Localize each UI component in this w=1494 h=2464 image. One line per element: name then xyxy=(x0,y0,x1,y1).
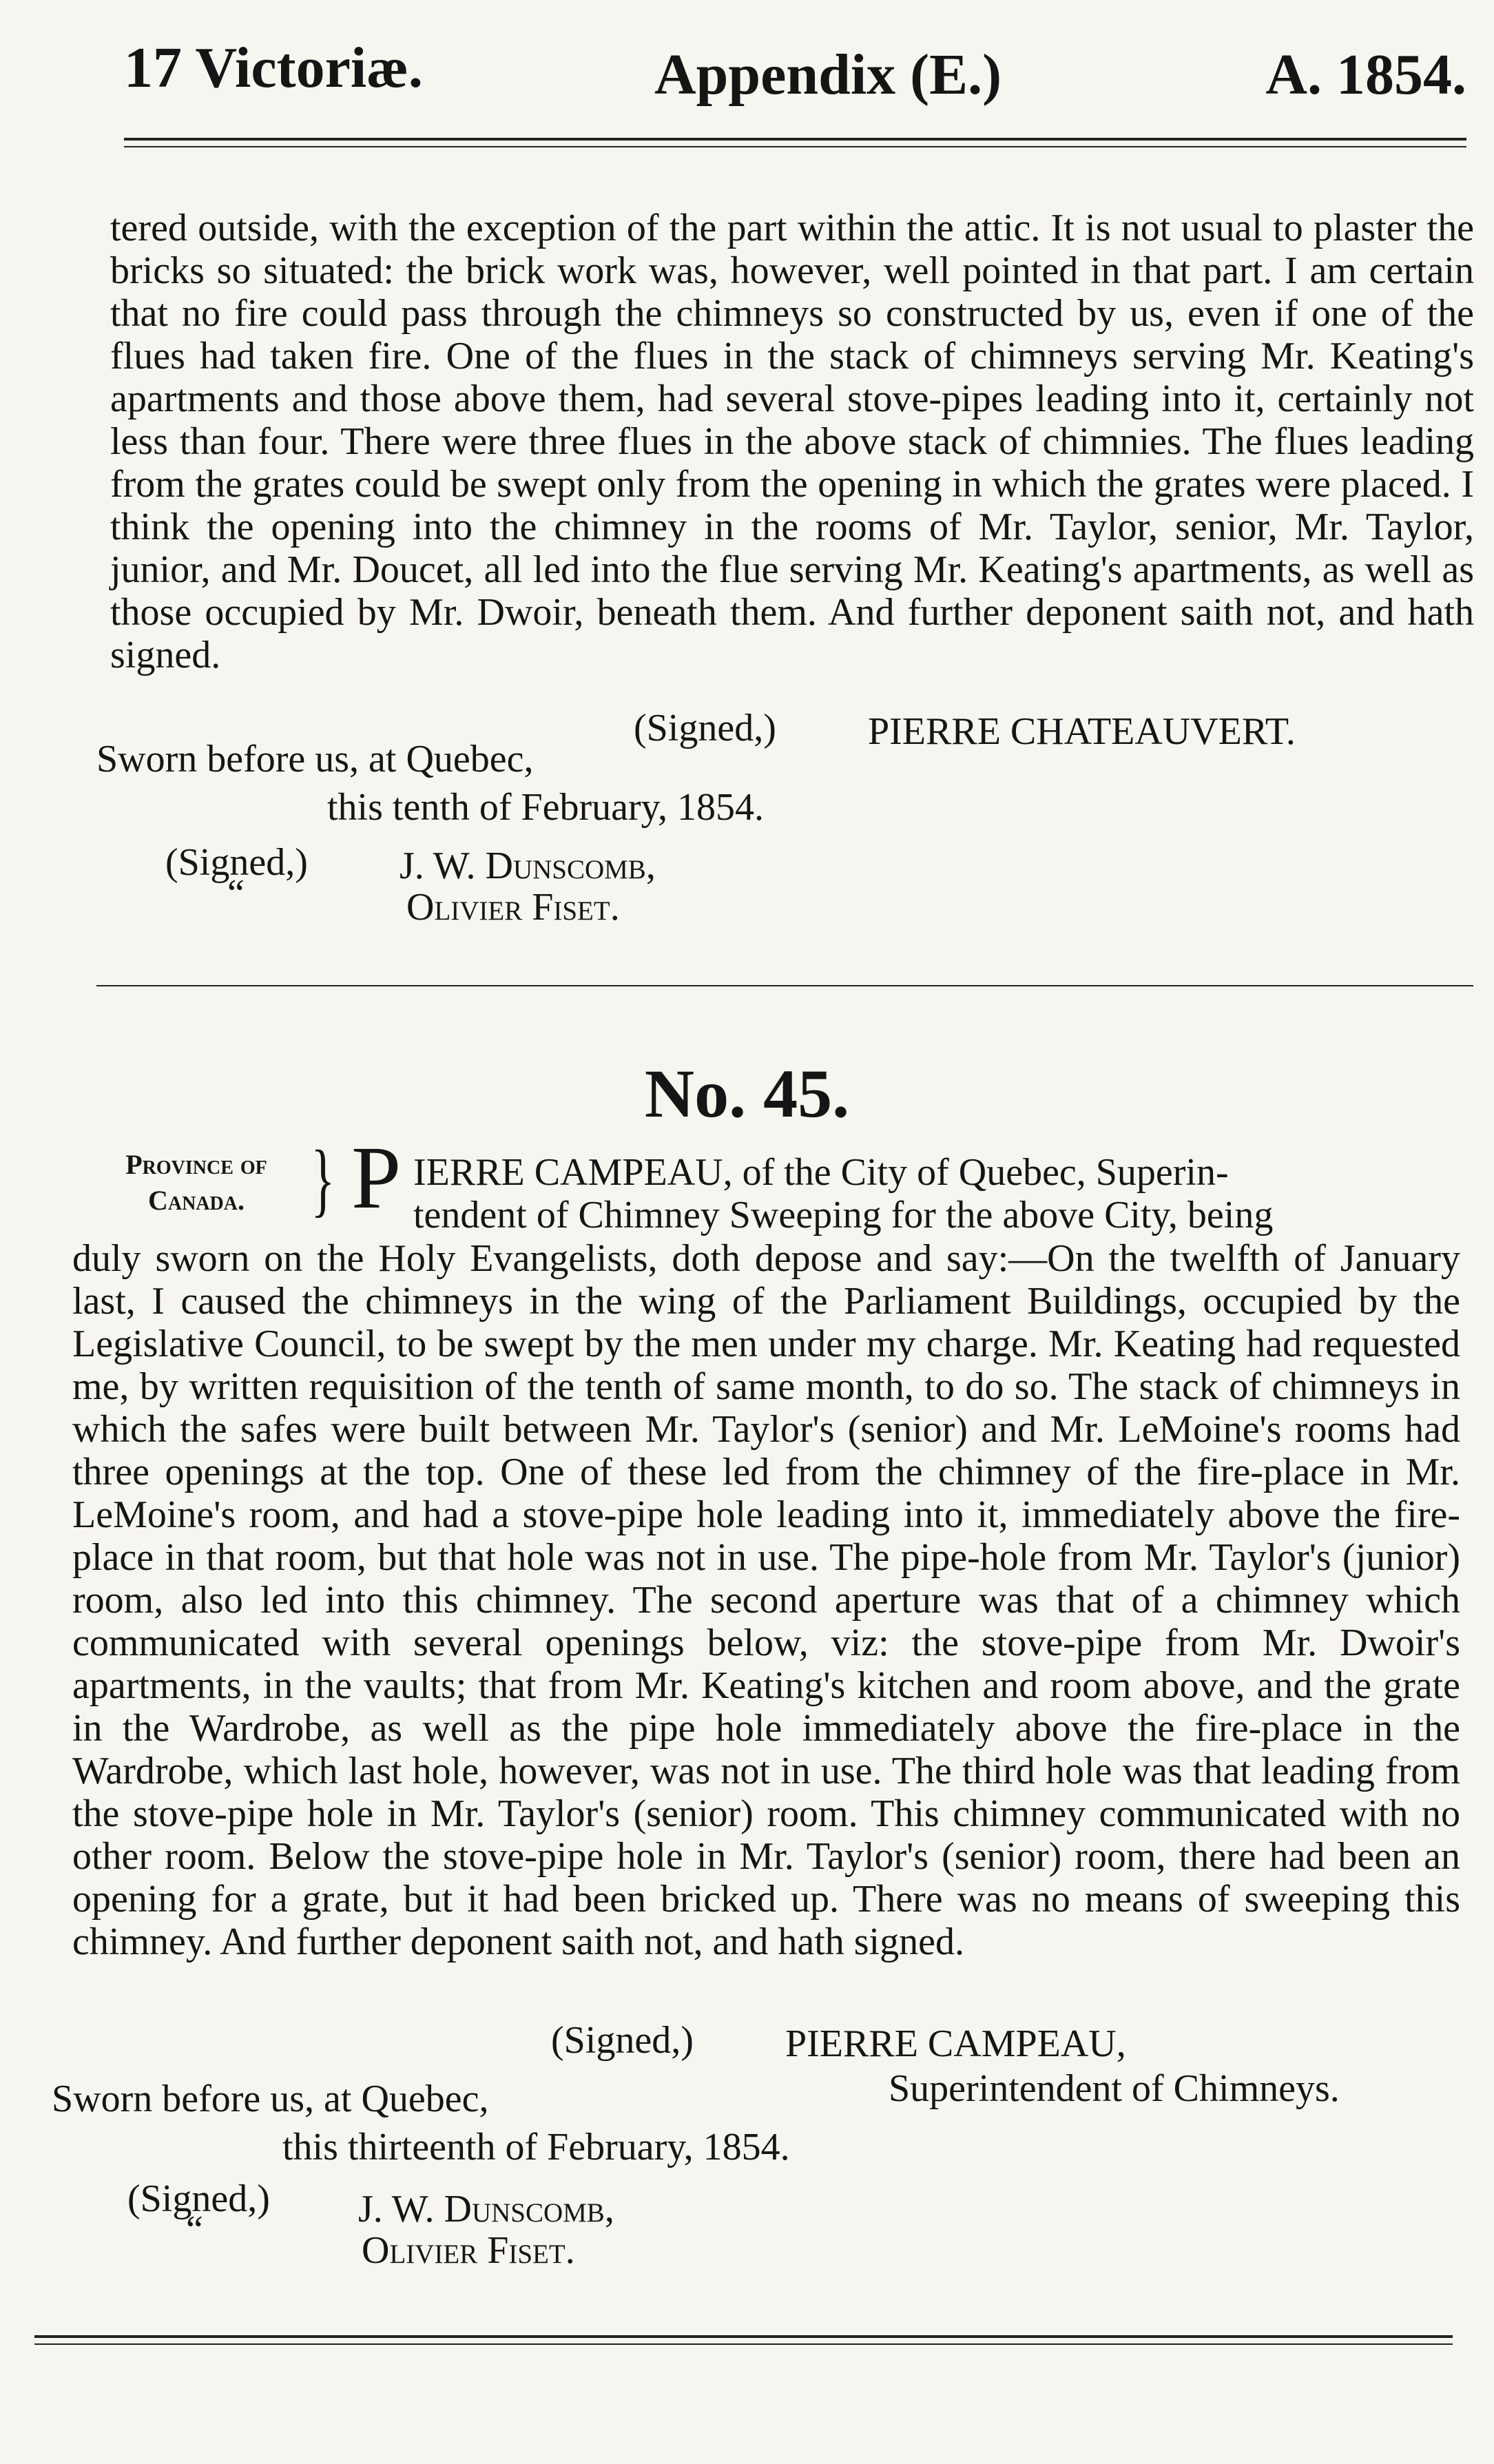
footer-rule-top xyxy=(34,2335,1453,2338)
province-line-1: Province of xyxy=(125,1149,267,1180)
province-line-2: Canada. xyxy=(148,1185,245,1216)
section-witness-2: Olivier Fiset. xyxy=(362,2229,575,2272)
witness-2: Olivier Fiset. xyxy=(406,886,620,929)
deposition-body-text: duly sworn on the Holy Evangelists, doth depose and say:—On the twelfth of January last, I caused the chimneys in the wing of the Parliament Buildings, occupied by the Legislative Council, to be swept by the men under my charge. Mr. Keating had requested me, by written requisition of the tenth of same month, to do so. The stack of chimneys in which the safes were built between Mr. Taylor's (senior) and Mr. LeMoine's rooms had three openings at the top. One of these led from the chimney of the fire-place in Mr. LeMoine's room, and had a stove-pipe hole leading into it, immediately above the fire-place in that room, but that hole was not in use. The pipe-hole from Mr. Taylor's (junior) room, also led into this chimney. The second aperture was that of a chimney which communicated with several openings below, viz: the stove-pipe from Mr. Dwoir's apartments, in the vaults; that from Mr. Keating's kitchen and room above, and the grate in the Wardrobe, as well as the pipe hole immediately above the fire-place in the Wardrobe, which last hole, however, was not in use. The third hole was that leading from the stove-pipe hole in Mr. Taylor's (senior) room. This chimney communicated with no other room. Below the stove-pipe hole in Mr. Taylor's (senior) room, there had been an opening for a grate, but it had been bricked up. There was no means of sweeping this chimney. And further deponent saith not, and hath signed. xyxy=(72,1237,1460,1963)
section-signed-label: (Signed,) xyxy=(551,2019,694,2062)
section-witness-signed-label: (Signed,) xyxy=(127,2177,270,2220)
witness-signed-label: (Signed,) xyxy=(165,841,308,884)
section-signer-name: PIERRE CAMPEAU, xyxy=(785,2022,1126,2065)
witness-ditto-mark: “ xyxy=(227,872,245,915)
province-label xyxy=(83,1147,310,1219)
header-year: A. 1854. xyxy=(1265,43,1466,107)
sworn-line: Sworn before us, at Quebec, xyxy=(96,738,534,780)
witness-1: J. W. Dunscomb, xyxy=(400,845,656,887)
opening-line-1: IERRE CAMPEAU, of the City of Quebec, Superin- xyxy=(413,1151,1229,1194)
deposition-continued-text: tered outside, with the exception of the part within the attic. It is not usual to plaster the bricks so situated: the brick work was, however, well pointed in that part. I am certain that no fire could pass through the chimneys so constructed by us, even if one of the flues had taken fire. One of the flues in the stack of chimneys serving Mr. Keating's apartments and those above them, had several stove-pipes leading into it, certainly not less than four. There were three flues in the above stack of chimnies. The flues leading from the grates could be swept only from the opening in which the grates were placed. I think the opening into the chimney in the rooms of Mr. Taylor, senior, Mr. Taylor, junior, and Mr. Doucet, all led into the flue serving Mr. Keating's apartments, as well as those occupied by Mr. Dwoir, beneath them. And further deponent saith not, and hath signed. xyxy=(110,207,1474,676)
brace-mark: } xyxy=(311,1133,335,1225)
opening-line-2: tendent of Chimney Sweeping for the above City, being xyxy=(413,1194,1274,1236)
sworn-date: this tenth of February, 1854. xyxy=(327,786,765,829)
running-header xyxy=(124,28,1466,124)
drop-cap: P xyxy=(351,1128,402,1228)
section-sworn-date: this thirteenth of February, 1854. xyxy=(282,2126,790,2168)
section-witness-1: J. W. Dunscomb, xyxy=(358,2188,614,2230)
section-number: No. 45. xyxy=(644,1055,850,1132)
header-session: 17 Victoriæ. xyxy=(124,36,423,100)
header-appendix: Appendix (E.) xyxy=(654,43,1002,107)
header-rule-bottom xyxy=(124,146,1466,147)
section-sworn-line: Sworn before us, at Quebec, xyxy=(52,2078,489,2120)
signer-name: PIERRE CHATEAUVERT. xyxy=(868,710,1296,753)
signed-label: (Signed,) xyxy=(634,707,776,749)
section-divider xyxy=(96,985,1473,986)
footer-rule-bottom xyxy=(34,2343,1453,2345)
header-rule-top xyxy=(124,138,1466,141)
section-signer-title: Superintendent of Chimneys. xyxy=(889,2067,1340,2110)
section-witness-ditto-mark: “ xyxy=(186,2208,203,2251)
